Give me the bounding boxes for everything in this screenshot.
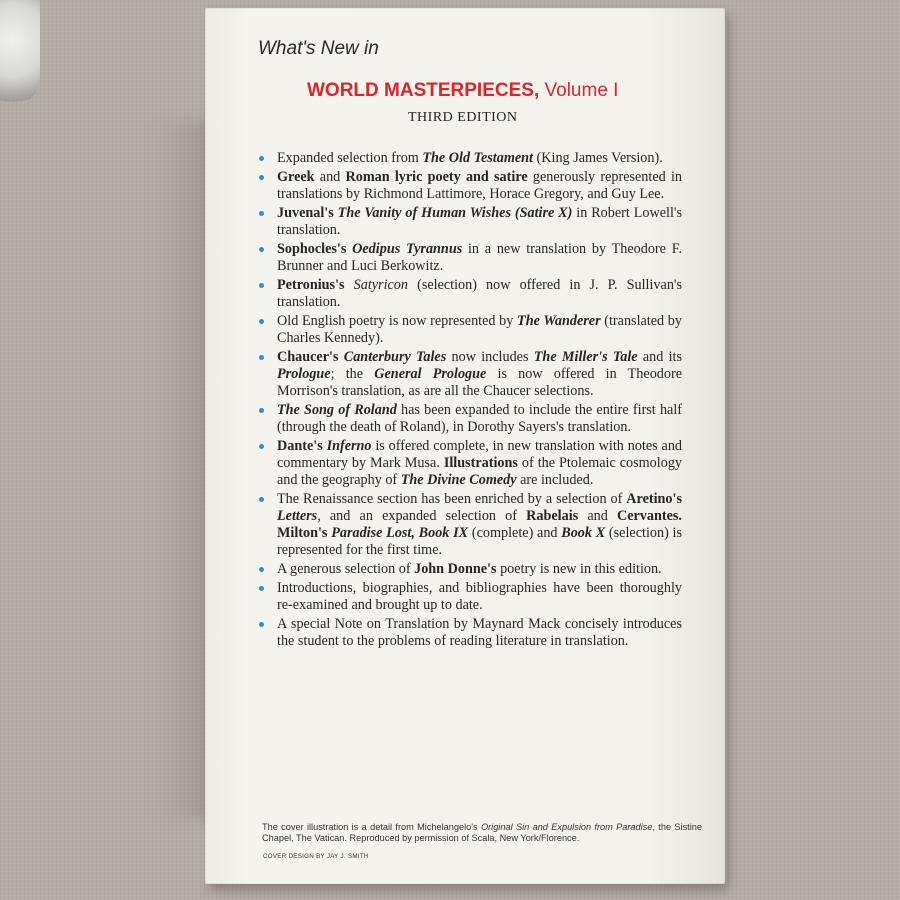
list-item-text: The Divine Comedy bbox=[400, 472, 517, 488]
list-item-text: Canterbury Tales bbox=[343, 349, 447, 365]
bullet-icon bbox=[259, 156, 264, 161]
bullet-icon bbox=[259, 408, 264, 413]
list-item-text: now includes bbox=[446, 349, 534, 365]
list-item-text: in a new translation by Theodore F. Brunner and Luci Berkowitz. bbox=[277, 241, 682, 274]
list-item-text: The Miller's Tale bbox=[533, 349, 638, 365]
list-item-text: (translated by Charles Kennedy). bbox=[277, 313, 682, 346]
list-item-text: , and an expanded selection of bbox=[317, 508, 527, 524]
list-item-text: The Wanderer bbox=[517, 313, 601, 329]
edition-label: THIRD EDITION bbox=[408, 110, 518, 125]
list-item-text: Paradise Lost, Book IX bbox=[331, 525, 469, 541]
list-item-text: The Song of Roland bbox=[277, 402, 397, 418]
list-item-text: Chaucer's bbox=[277, 349, 344, 365]
whats-new-heading: What's New in bbox=[258, 38, 379, 59]
list-item-text: Cervantes. Milton's bbox=[277, 508, 682, 541]
list-item-text: The Vanity of Human Wishes (Satire X) bbox=[337, 205, 573, 221]
list-item-text: (selection) is represented for the first time. bbox=[277, 525, 683, 558]
list-item-text: of the Ptolemaic cosmology and the geography of bbox=[277, 455, 683, 488]
list-item-text: ; the bbox=[330, 366, 375, 382]
list-item-text: Dante's bbox=[277, 438, 327, 454]
list-item bbox=[258, 491, 682, 559]
list-item-text: generously represented in translations by Richmond Lattimore, Horace Gregory, and Guy Lee. bbox=[277, 169, 682, 202]
list-item-text: (selection) now offered in J. P. Sullivan's translation. bbox=[277, 277, 682, 310]
list-item-text: A special Note on Translation by Maynard Mack concisely introduces the student to the problems of reading literature in translation. bbox=[277, 616, 682, 649]
feature-list bbox=[258, 150, 682, 652]
cover-note-suffix: , the Sistine Chapel, The Vatican. Reproduced by permission of Scala, New York/Florence. bbox=[262, 822, 702, 843]
bullet-icon bbox=[259, 319, 264, 324]
list-item-text: General Prologue bbox=[374, 366, 487, 382]
list-item-text: is offered complete, in new translation with notes and commentary by Mark Musa. bbox=[277, 438, 683, 471]
bullet-icon bbox=[259, 586, 264, 591]
list-item-text: Book X bbox=[561, 525, 606, 541]
bullet-icon bbox=[259, 355, 264, 360]
list-item bbox=[258, 150, 682, 167]
list-item-text: in Robert Lowell's translation. bbox=[277, 205, 682, 238]
bullet-icon bbox=[259, 211, 264, 216]
volume-label: Volume I bbox=[544, 80, 619, 101]
list-item bbox=[258, 402, 682, 436]
list-item-text: Juvenal's bbox=[277, 205, 338, 221]
list-item-text: Letters bbox=[277, 508, 318, 524]
list-item-text: The Renaissance section has been enriched by a selection of bbox=[277, 491, 627, 507]
list-item-text: Old English poetry is now represented by bbox=[277, 313, 518, 329]
list-item-text: Prologue bbox=[277, 366, 331, 382]
list-item-text: poetry is new in this edition. bbox=[496, 561, 662, 577]
bullet-icon bbox=[259, 444, 264, 449]
list-item-text: Satyricon bbox=[353, 277, 408, 293]
list-item-text: Oedipus Tyrannus bbox=[352, 241, 463, 257]
list-item-text: Inferno bbox=[326, 438, 372, 454]
list-item-text: (complete) and bbox=[468, 525, 562, 541]
bullet-icon bbox=[259, 283, 264, 288]
list-item-text: Expanded selection from bbox=[277, 150, 423, 166]
list-item bbox=[258, 616, 682, 650]
list-item bbox=[258, 169, 682, 203]
series-title bbox=[307, 80, 618, 102]
list-item-text: Introductions, biographies, and bibliographies have been thoroughly re-examined and brought up to date. bbox=[277, 580, 682, 613]
list-item bbox=[258, 438, 682, 489]
bullet-icon bbox=[259, 567, 264, 572]
list-item-text: Sophocles's bbox=[277, 241, 353, 257]
bullet-icon bbox=[259, 622, 264, 627]
list-item-text: Greek bbox=[277, 169, 315, 185]
list-item-text: Aretino's bbox=[626, 491, 682, 507]
list-item-text: The Old Testament bbox=[422, 150, 533, 166]
list-item-text: Roman lyric poety and satire bbox=[345, 169, 528, 185]
cover-design-credit: COVER DESIGN BY JAY J. SMITH bbox=[263, 853, 369, 860]
bullet-icon bbox=[259, 497, 264, 502]
list-item-text: John Donne's bbox=[414, 561, 497, 577]
list-item-text: Rabelais bbox=[526, 508, 579, 524]
list-item-text: Petronius's bbox=[277, 277, 354, 293]
list-item bbox=[258, 580, 682, 614]
list-item-text: and bbox=[578, 508, 617, 524]
list-item-text: are included. bbox=[516, 472, 594, 488]
list-item-text: Illustrations bbox=[443, 455, 518, 471]
list-item-text: has been expanded to include the entire first half (through the death of Roland), in Dorothy Sayers's translation. bbox=[277, 402, 683, 435]
list-item-text: A generous selection of bbox=[277, 561, 415, 577]
list-item bbox=[258, 313, 682, 347]
list-item bbox=[258, 561, 682, 578]
cover-note-prefix: The cover illustration is a detail from Michelangelo's bbox=[262, 822, 481, 832]
list-item-text: and bbox=[314, 169, 346, 185]
glass-object bbox=[0, 0, 40, 110]
list-item bbox=[258, 241, 682, 275]
list-item-text: is now offered in Theodore Morrison's translation, as are all the Chaucer selections. bbox=[277, 366, 683, 399]
list-item-text: and its bbox=[637, 349, 682, 365]
list-item bbox=[258, 349, 682, 400]
cover-illustration-note bbox=[262, 822, 702, 844]
list-item bbox=[258, 277, 682, 311]
bullet-icon bbox=[259, 175, 264, 180]
list-item-text: (King James Version). bbox=[533, 150, 663, 166]
series-name: WORLD MASTERPIECES, bbox=[307, 80, 540, 101]
list-item bbox=[258, 205, 682, 239]
cover-note-work: Original Sin and Expulsion from Paradise bbox=[480, 822, 653, 832]
bullet-icon bbox=[259, 247, 264, 252]
